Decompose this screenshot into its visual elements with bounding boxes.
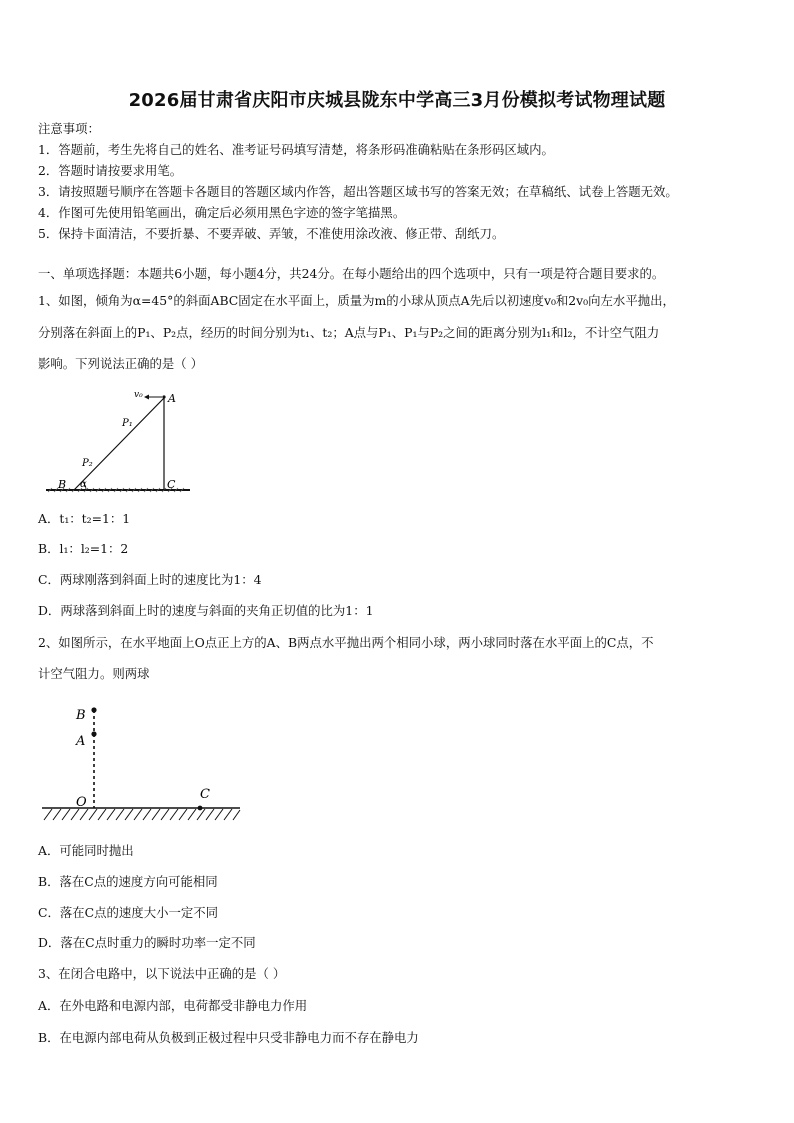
point-C <box>198 806 203 811</box>
notice-item: 4．作图可先使用铅笔画出，确定后必须用黑色字迹的签字笔描黑。 <box>38 205 406 220</box>
label-A: A <box>168 392 176 405</box>
q1-option-d: D．两球落到斜面上时的速度与斜面的夹角正切值的比为1：1 <box>38 603 374 618</box>
q3-stem: 3、在闭合电路中，以下说法中正确的是（ ） <box>38 966 286 981</box>
label-P1: P₁ <box>122 418 133 429</box>
ball-point <box>162 395 165 398</box>
q2-option-c: C．落在C点的速度大小一定不同 <box>38 905 219 920</box>
q2-projectile-figure <box>36 698 246 828</box>
point-B <box>91 707 96 712</box>
notice-item: 5．保持卡面清洁，不要折暴、不要弄破、弄皱，不准使用涂改液、修正带、刮纸刀。 <box>38 226 505 241</box>
q2-option-b: B．落在C点的速度方向可能相同 <box>38 874 218 889</box>
page-title: 2026届甘肃省庆阳市庆城县陇东中学高三3月份模拟考试物理试题 <box>128 90 666 111</box>
label-A: A <box>76 734 86 749</box>
incline-hypotenuse <box>74 398 164 490</box>
q2-option-a: A．可能同时抛出 <box>38 843 134 858</box>
q2-option-d: D．落在C点时重力的瞬时功率一定不同 <box>38 935 256 950</box>
notice-item: 3．请按照题号顺序在答题卡各题目的答题区域内作答，超出答题区域书写的答案无效；在草稿纸、试卷上答题无效。 <box>38 184 678 199</box>
notice-item: 1．答题前，考生先将自己的姓名、准考证号码填写清楚，将条形码准确粘贴在条形码区域内。 <box>38 142 554 157</box>
q1-stem-line: 1、如图，倾角为α=45°的斜面ABC固定在水平面上，质量为m的小球从顶点A先后以初速度v₀和2v₀向左水平抛出， <box>38 293 675 308</box>
q1-option-a: A．t₁：t₂=1：1 <box>38 511 131 526</box>
label-O: O <box>76 795 87 810</box>
label-B: B <box>58 478 67 491</box>
q2-stem-line: 计空气阻力。则两球 <box>38 666 150 681</box>
notice-item: 2．答题时请按要求用笔。 <box>38 163 183 178</box>
notice-heading: 注意事项： <box>38 121 100 136</box>
point-A <box>91 731 96 736</box>
label-B: B <box>76 708 86 723</box>
q1-incline-figure <box>40 386 200 498</box>
q2-stem-line: 2、如图所示，在水平地面上O点正上方的A、B两点水平抛出两个相同小球，两小球同时落在水平面上的C点，不 <box>38 635 654 650</box>
ground-hatching <box>44 809 240 820</box>
label-C: C <box>200 787 210 802</box>
arrow-head <box>144 395 149 400</box>
q3-option-a: A．在外电路和电源内部，电荷都受非静电力作用 <box>38 998 308 1013</box>
label-C: C <box>167 478 176 491</box>
q3-option-b: B．在电源内部电荷从负极到正极过程中只受非静电力而不存在静电力 <box>38 1030 419 1045</box>
q1-option-c: C．两球刚落到斜面上时的速度比为1：4 <box>38 572 262 587</box>
label-P2: P₂ <box>82 458 93 469</box>
q1-stem-line: 影响。下列说法正确的是（ ） <box>38 356 204 371</box>
q1-stem-line: 分别落在斜面上的P₁、P₂点，经历的时间分别为t₁、t₂；A点与P₁、P₁与P₂之间的距离分别为l₁和l₂，不计空气阻力 <box>38 325 660 340</box>
label-alpha: α <box>80 479 87 490</box>
q1-option-b: B．l₁：l₂=1：2 <box>38 541 129 556</box>
label-v0: v₀ <box>134 390 143 400</box>
section-heading: 一、单项选择题：本题共6小题，每小题4分，共24分。在每小题给出的四个选项中，只有一项是符合题目要求的。 <box>38 266 665 281</box>
